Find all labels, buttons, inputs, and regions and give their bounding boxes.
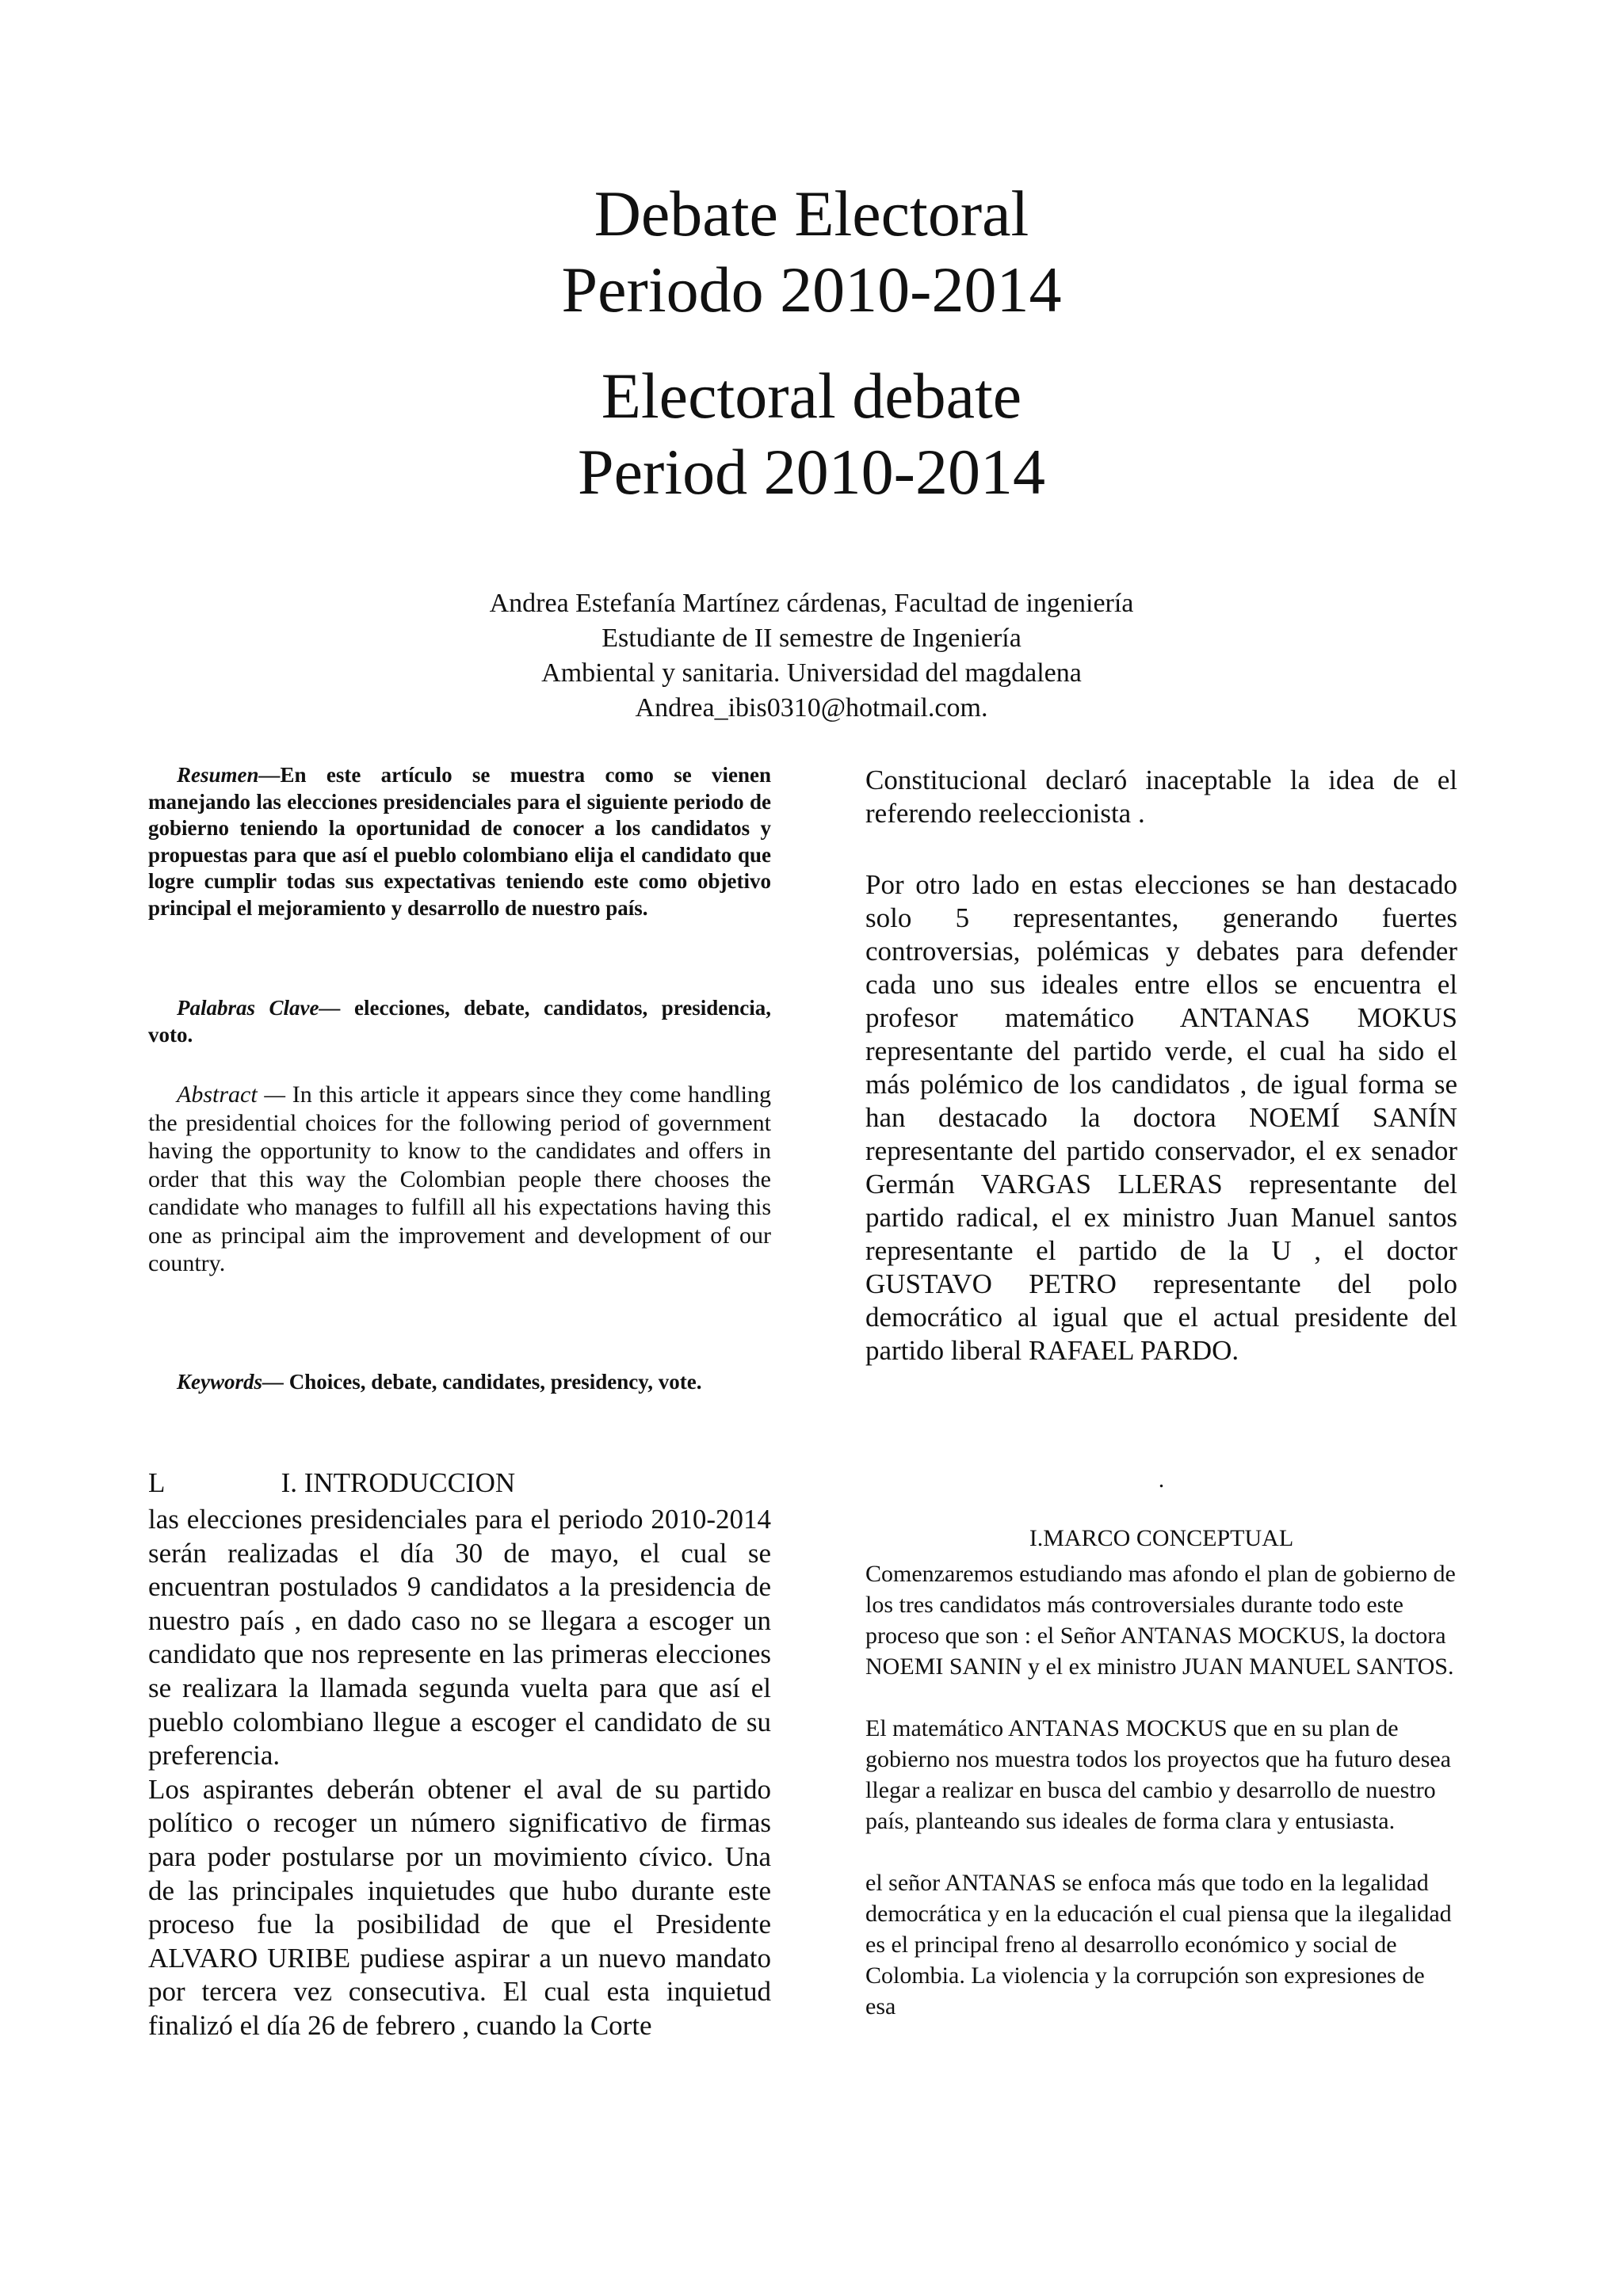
candidates-paragraph: Por otro lado en estas elecciones se han destacado solo 5 representantes, generando fuertes controversias, polémicas y debates para defender cada uno sus ideales entre ellos se encuentra el profesor matemático ANTANAS MOKUS representante del partido verde, el cual ha sido el más polémico de los candidatos , de igual forma se han destacado la doctora NOEMÍ SANÍN representante del partido conservador, el ex senador Germán VARGAS LLERAS representante del partido radical, el ex ministro Juan Manuel santos representante el partido de la U , el doctor GUSTAVO PETRO representante del polo democrático al igual que el actual presidente del partido liberal RAFAEL PARDO.	[865, 869, 1457, 1366]
keywords-label: Keywords—	[177, 1370, 284, 1394]
title-line: Debate Electoral	[594, 177, 1029, 250]
resumen-paragraph	[148, 762, 771, 921]
abstract-paragraph	[148, 1081, 771, 1278]
palabras-clave-text: elecciones, debate, candidatos, presidencia, voto.	[148, 996, 771, 1047]
author-name: Andrea Estefanía Martínez cárdenas, Facultad de ingeniería	[489, 589, 1134, 618]
intro-paragraph: Los aspirantes deberán obtener el aval de su partido político o recoger un número significativo de firmas para poder postularse por un movimiento cívico. Una de las principales inquietudes que hubo durante este proceso fue la posibilidad de que el Presidente ALVARO URIBE pudiese aspirar a un nuevo mandato por tercera vez consecutiva. El cual esta inquietud finalizó el día 26 de febrero , cuando la Corte	[148, 1773, 771, 2041]
intro-body	[148, 1503, 771, 2043]
marco-paragraph: El matemático ANTANAS MOCKUS que en su plan de gobierno nos muestra todos los proyectos que ha futuro desea llegar a realizar en busca del cambio y desarrollo de nuestro país, planteando sus ideales de forma clara y entusiasta.	[865, 1715, 1451, 1834]
palabras-clave-paragraph	[148, 995, 771, 1048]
title-line: Period 2010-2014	[578, 436, 1045, 508]
abstract-text: In this article it appears since they come handling the presidential choices for the following period of government having the opportunity to know to the candidates and offers in order that this way the Colombian people there chooses the candidate who manages to fulfill all his expectations having this one as principal aim the improvement and development of our country.	[148, 1081, 771, 1276]
marco-paragraph: el señor ANTANAS se enfoca más que todo en la legalidad democrática y en la educación el cual piensa que la ilegalidad es el principal freno al desarrollo económico y social de Colombia. La violencia y la corrupción son expresiones de esa	[865, 1870, 1452, 2019]
title-line: Electoral debate	[601, 360, 1022, 432]
keywords-paragraph	[148, 1369, 771, 1396]
english-title	[0, 358, 1623, 510]
resumen-label: Resumen—	[177, 763, 281, 787]
author-email: Andrea_ibis0310@hotmail.com.	[635, 693, 988, 723]
palabras-clave-block	[148, 995, 771, 1048]
title-line: Periodo 2010-2014	[561, 254, 1062, 326]
resumen-block	[148, 762, 771, 921]
otro-lado-block	[865, 868, 1457, 1367]
author-affiliation: Estudiante de II semestre de Ingeniería	[601, 624, 1022, 653]
right-column-top	[865, 764, 1457, 830]
intro-heading	[148, 1466, 771, 1501]
author-block	[0, 586, 1623, 726]
keywords-block	[148, 1369, 771, 1396]
abstract-block	[148, 1081, 771, 1278]
separator-dot: .	[1158, 1466, 1165, 1493]
author-affiliation: Ambiental y sanitaria. Universidad del magdalena	[541, 658, 1082, 688]
spanish-title	[0, 176, 1623, 328]
intro-paragraph: las elecciones presidenciales para el periodo 2010-2014 serán realizadas el día 30 de mayo, el cual se encuentran postulados 9 candidatos a la presidencia de nuestro país , en dado caso no se llegara a escoger un candidato que nos represente en las primeras elecciones se realizara la llamada segunda vuelta para que así el pueblo colombiano llegue a escoger el candidato de su preferencia.	[148, 1504, 771, 1772]
section-title: I.MARCO CONCEPTUAL	[1029, 1525, 1294, 1551]
intro-drop-letter: L	[148, 1467, 165, 1498]
palabras-clave-label: Palabras Clave—	[177, 996, 341, 1020]
marco-conceptual-heading	[865, 1523, 1457, 1554]
marco-conceptual-body	[865, 1558, 1457, 2022]
continuation-paragraph: Constitucional declaró inaceptable la idea de el referendo reeleccionista .	[865, 765, 1457, 829]
marco-paragraph: Comenzaremos estudiando mas afondo el plan de gobierno de los tres candidatos más controversiales durante todo este proceso que son : el Señor ANTANAS MOCKUS, la doctora NOEMI SANIN y el ex ministro JUAN MANUEL SANTOS.	[865, 1561, 1456, 1680]
intro-heading-text: I. INTRODUCCION	[281, 1467, 516, 1498]
keywords-text: Choices, debate, candidates, presidency, vote.	[284, 1370, 702, 1394]
resumen-text: En este artículo se muestra como se vienen manejando las elecciones presidenciales para el siguiente periodo de gobierno teniendo la oportunidad de conocer a los candidatos y propuestas para que así el pueblo colombiano elija el candidato que logre cumplir todas sus expectativas teniendo este como objetivo principal el mejoramiento y desarrollo de nuestro país.	[148, 763, 771, 920]
abstract-label: Abstract —	[177, 1081, 286, 1108]
